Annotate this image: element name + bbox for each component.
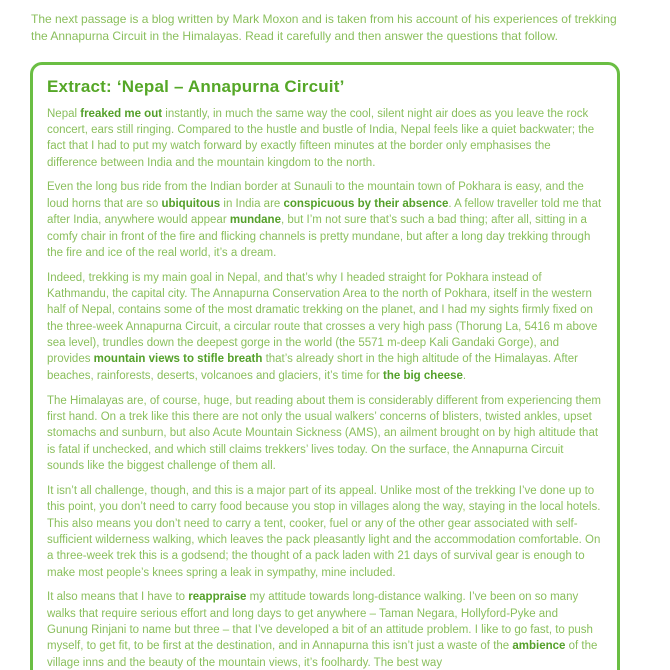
text-segment: Even the long bus ride from the Indian border at Sunauli to the mountain town of Pokhara is easy, and the loud horns that are so [47, 181, 584, 210]
text-segment: , but I’m not sure that’s such a bad thing; after all, sitting in a comfy chair in front of the fire and flicking channels is pretty mundane, but after a long day trekking through the fire and ice of the real world, it’s a dream. [47, 214, 591, 259]
extract-paragraph-5 [47, 483, 602, 581]
extract-paragraph-3 [47, 270, 602, 384]
text-segment: instantly, in much the same way the cool, silent night air does as you leave the rock concert, ears still ringing. Compared to the hustle and bustle of India, Nepal feels like a quiet backwater; the fact that I had to put my watch forward by exactly fifteen minutes at the border only emphasises the difference between India and the mountain kingdom to the north. [47, 107, 595, 169]
text-segment: . [462, 369, 467, 382]
bold-phrase: ubiquitous [161, 197, 221, 210]
text-segment: Indeed, trekking is my main goal in Nepal, and that’s why I headed straight for Pokhara instead of Kathmandu, the capital city. The Annapurna Conservation Area to the north of Pokhara, itself in the western half of Nepal, contains some of the most dramatic trekking on the planet, and I had my sights firmly fixed on the three-week Annapurna Circuit, a circular route that crosses a very high pass (Thorung La, 5416 m above sea level), trundles down the deepest gorge in the world (the 5571 m-deep Kali Gandaki Gorge), and provides [47, 271, 598, 366]
text-segment: of the village inns and the beauty of the mountain views, it’s foolhardy. The best way [47, 640, 598, 669]
bold-phrase: ambience [512, 640, 566, 653]
extract-paragraph-6 [47, 589, 602, 670]
bold-phrase: the big cheese [383, 369, 463, 382]
text-segment: my attitude towards long-distance walking. I’ve been on so many walks that require serious effort and long days to get anywhere – Taman Negara, Hollyford-Pyke and Gunung Rinjani to name but three – that I’ve developed a bit of an attitude problem. I like to go fast, to push myself, to get fit, to be first at the destination, and in Annapurna this isn’t just a waste of the [47, 591, 593, 653]
bold-phrase: freaked me out [80, 107, 163, 120]
bold-phrase: mundane [229, 214, 281, 227]
extract-paragraph-1 [47, 106, 602, 171]
intro-text: The next passage is a blog written by Mark Moxon and is taken from his account of his experiences of trekking the Annapurna Circuit in the Himalayas. Read it carefully and then answer the questions that follow. [31, 12, 617, 43]
text-segment: that’s already short in the high altitude of the Himalayas. After beaches, rainforests, deserts, volcanoes and glaciers, it’s time for [47, 353, 578, 382]
extract-paragraph-4 [47, 393, 602, 475]
text-segment: in India are [220, 197, 284, 210]
extract-title: Extract: ‘Nepal – Annapurna Circuit’ [47, 76, 345, 96]
text-segment: The Himalayas are, of course, huge, but reading about them is considerably different from experiencing them first hand. On a trek like this there are not only the usual walkers’ concerns of blisters, twisted ankles, upset stomachs and sunburn, but also Acute Mountain Sickness (AMS), an ailment brought on by high altitude that is fatal if unchecked, and which still claims trekkers’ lives today. On the surface, the Annapurna Circuit sounds like the biggest challenge of them all. [47, 394, 602, 472]
text-segment: . A fellow traveller told me that after India, anywhere would appear [47, 197, 602, 227]
bold-phrase: conspicuous by their absence [283, 197, 449, 210]
bold-phrase: mountain views to stifle breath [93, 353, 263, 366]
text-segment: It also means that I have to [47, 591, 189, 604]
extract-box [30, 62, 620, 670]
extract-paragraph-2 [47, 179, 602, 261]
text-segment: Nepal [47, 107, 81, 120]
text-segment: It isn’t all challenge, though, and this is a major part of its appeal. Unlike most of the trekking I’ve done up to this point, you don’t need to carry food because you stop in villages along the way, staying in the local hotels. This also means you don’t need to carry a tent, cooker, fuel or any of the other gear associated with self-sufficient wilderness walking, which leaves the pack pleasantly light and the accommodation comfortable. On a three-week trek this is a godsend; the thought of a pack laden with 21 days of survival gear is enough to make most people’s knees spring a leak in sympathy, mine included. [47, 484, 601, 579]
bold-phrase: reappraise [188, 591, 247, 604]
